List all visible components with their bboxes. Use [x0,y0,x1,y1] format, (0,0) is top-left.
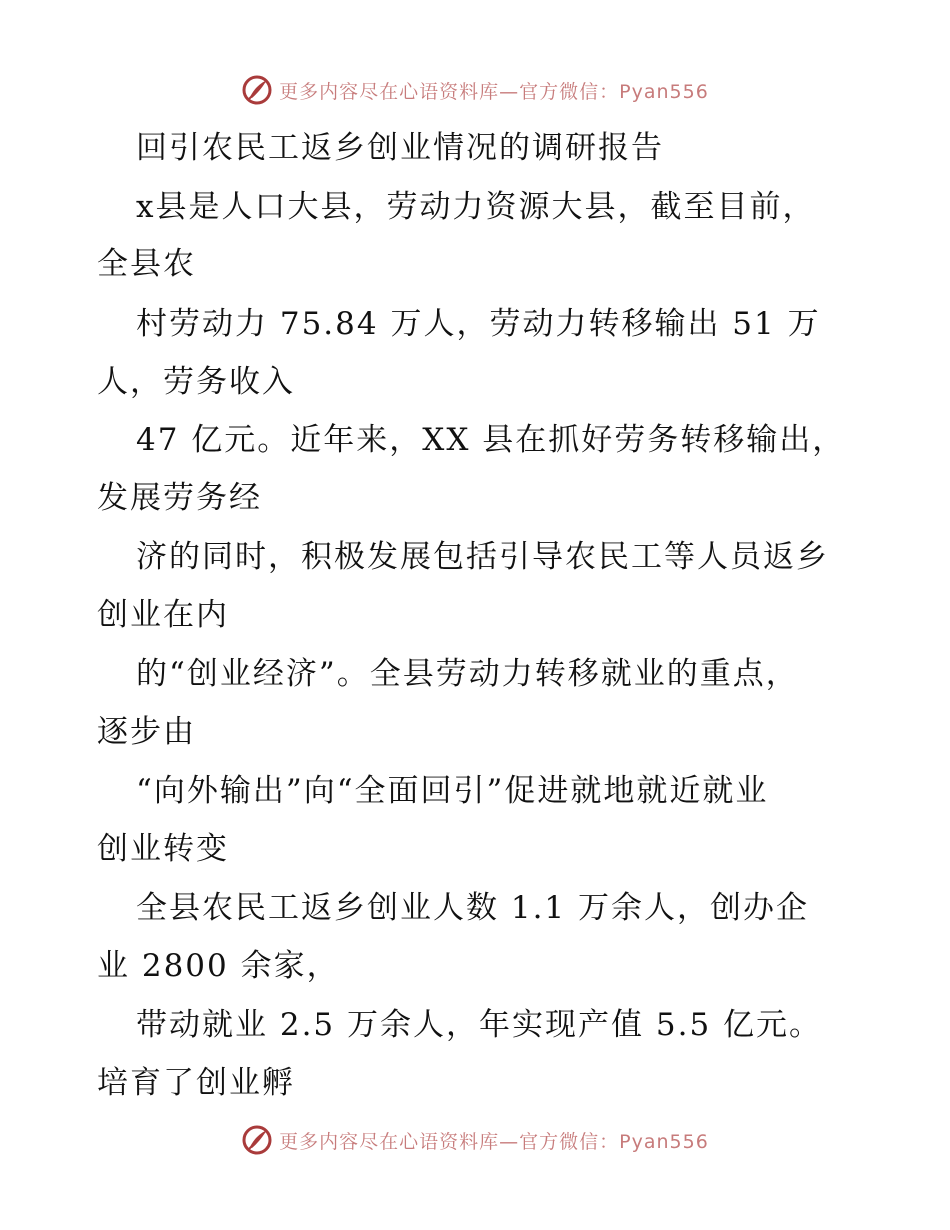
document-title: 回引农民工返乡创业情况的调研报告 [136,130,664,166]
footer-watermark-banner [0,1120,950,1160]
text-line: x县是人口大县，劳动力资源大县，截至目前， [136,189,816,225]
watermark-text: 更多内容尽在心语资料库—官方微信：Pyan556 [279,1130,709,1153]
text-line: 村劳动力 75.84 万人，劳动力转移输出 51 万 [136,306,821,342]
text-line: 创业在内 [97,597,229,633]
text-line: 创业转变 [97,831,229,867]
text-line: 业 2800 余家， [97,948,340,984]
text-line: 培育了创业孵 [97,1065,295,1101]
text-line: 带动就业 2.5 万余人，年实现产值 5.5 亿元。 [136,1007,823,1043]
text-line: 的“创业经济”。全县劳动力转移就业的重点， [136,656,799,692]
text-line: 人，劳务收入 [97,364,295,400]
text-line: 发展劳务经 [97,480,262,516]
text-line: 逐步由 [97,714,196,750]
text-line: “向外输出”向“全面回引”促进就地就近就业 [136,773,769,809]
feather-pen-logo-icon [241,74,273,106]
watermark-text: 更多内容尽在心语资料库—官方微信：Pyan556 [279,80,709,103]
text-line: 47 亿元。近年来，XX 县在抓好劳务转移输出， [136,422,846,458]
text-line: 全县农 [97,246,196,282]
text-line: 济的同时，积极发展包括引导农民工等人员返乡 [136,539,829,575]
feather-pen-logo-icon [241,1124,273,1156]
text-line: 全县农民工返乡创业人数 1.1 万余人，创办企 [136,890,810,926]
header-watermark-banner [0,70,950,110]
